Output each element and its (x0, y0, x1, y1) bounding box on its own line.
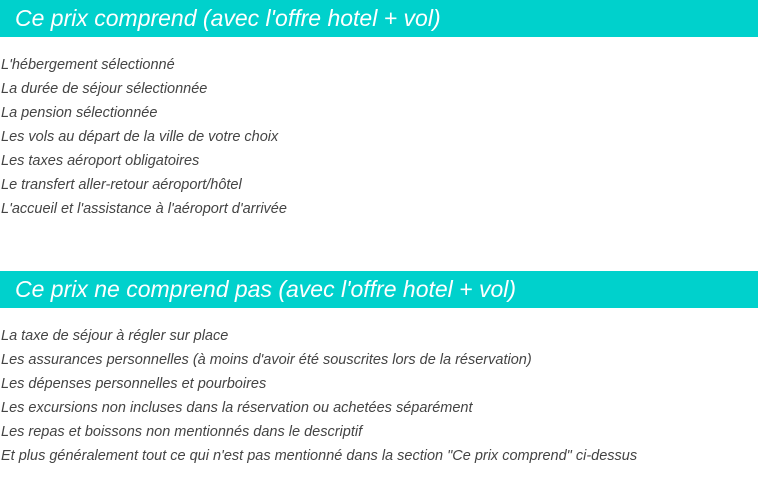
list-item: La pension sélectionnée (1, 105, 158, 121)
list-item: L'hébergement sélectionné (1, 57, 175, 73)
list-item: Et plus généralement tout ce qui n'est pas mentionné dans la section "Ce prix comprend" ci-dessus (1, 448, 638, 464)
list-item: Les repas et boissons non mentionnés dans le descriptif (1, 424, 363, 440)
list-item: La taxe de séjour à régler sur place (1, 328, 229, 344)
list-item: Les dépenses personnelles et pourboires (1, 376, 267, 392)
list-item: Le transfert aller-retour aéroport/hôtel (1, 177, 242, 193)
list-item: Les taxes aéroport obligatoires (1, 153, 200, 169)
price-includes-section (0, 0, 758, 217)
list-item: Les vols au départ de la ville de votre choix (1, 129, 279, 145)
price-excludes-list (1, 324, 637, 468)
price-excludes-title: Ce prix ne comprend pas (avec l'offre hotel + vol) (0, 271, 758, 308)
list-item: Les assurances personnelles (à moins d'avoir été souscrites lors de la réservation) (1, 352, 532, 368)
list-item: Les excursions non incluses dans la réservation ou achetées séparément (1, 400, 473, 416)
list-item: La durée de séjour sélectionnée (1, 81, 208, 97)
price-excludes-section (0, 271, 758, 464)
price-includes-list (1, 53, 287, 221)
price-includes-title: Ce prix comprend (avec l'offre hotel + vol) (0, 0, 758, 37)
list-item: L'accueil et l'assistance à l'aéroport d'arrivée (1, 201, 287, 217)
